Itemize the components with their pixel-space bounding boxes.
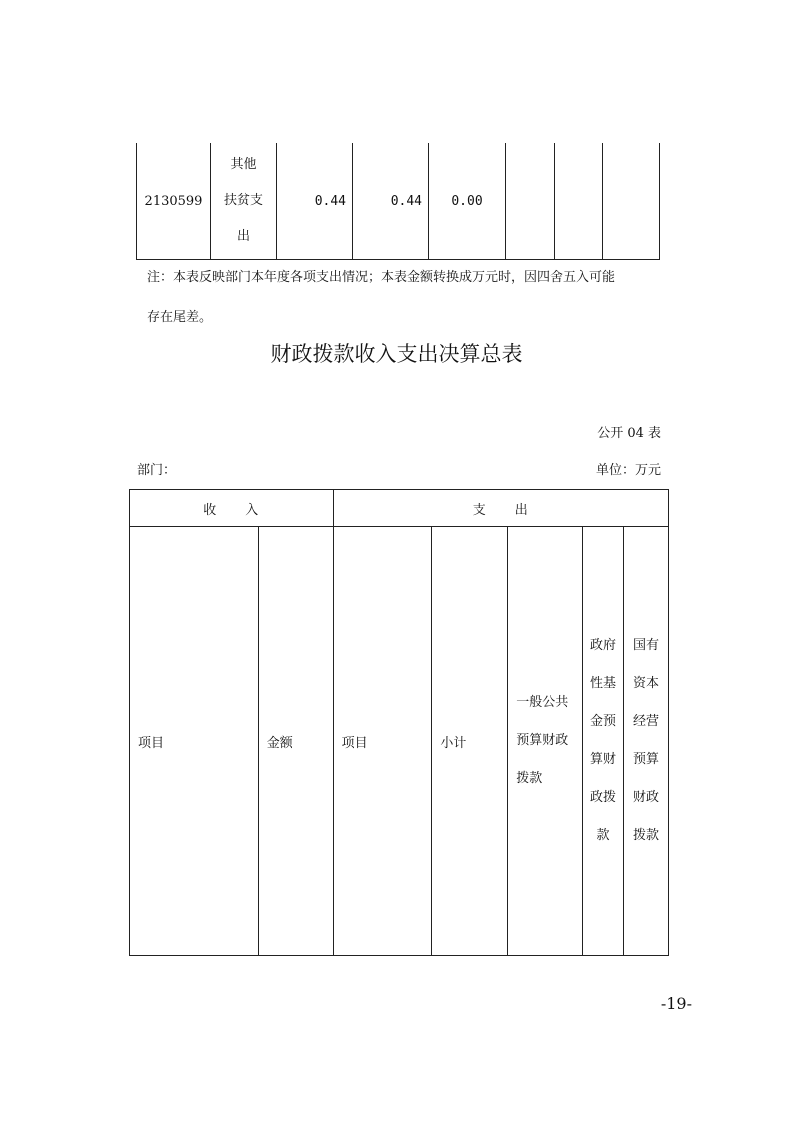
amount-cell: 0.44 xyxy=(353,143,429,260)
header-line: 性基 xyxy=(590,676,617,691)
header-line: 政府 xyxy=(590,638,617,653)
empty-cell xyxy=(555,143,603,260)
column-header-state-capital xyxy=(624,527,669,956)
page-number: -19- xyxy=(660,994,692,1013)
header-line: 经营 xyxy=(633,714,660,729)
subject-name-line: 出 xyxy=(236,229,250,244)
form-number: 公开 04 表 xyxy=(597,426,661,441)
header-line: 预算财政 xyxy=(516,733,569,748)
expense-header: 支 出 xyxy=(333,490,668,527)
header-line: 一般公共 xyxy=(516,695,569,710)
unit-label: 单位：万元 xyxy=(595,463,661,478)
column-header-gov-fund xyxy=(583,527,624,956)
subject-name-line: 其他 xyxy=(230,157,257,172)
table-note-line: 注：本表反映部门本年度各项支出情况；本表金额转换成万元时，因四舍五入可能 xyxy=(147,270,616,285)
table-row xyxy=(137,143,660,260)
department-label: 部门： xyxy=(137,463,177,478)
subject-name-cell xyxy=(211,143,277,260)
column-header-item: 项目 xyxy=(333,527,432,956)
summary-table xyxy=(129,489,669,956)
subject-name-line: 扶贫支 xyxy=(223,193,263,208)
header-line: 拨款 xyxy=(516,771,543,786)
column-header-amount: 金额 xyxy=(258,527,333,956)
amount-cell: 0.44 xyxy=(277,143,353,260)
column-header-item: 项目 xyxy=(130,527,259,956)
table-header-row xyxy=(130,490,669,527)
expense-detail-table xyxy=(136,143,660,260)
table-row xyxy=(130,527,669,956)
header-line: 国有 xyxy=(633,638,660,653)
table-note-line: 存在尾差。 xyxy=(147,310,213,325)
header-line: 财政 xyxy=(633,790,660,805)
header-line: 政拨 xyxy=(590,790,617,805)
header-line: 预算 xyxy=(633,752,660,767)
column-header-subtotal: 小计 xyxy=(432,527,508,956)
empty-cell xyxy=(603,143,660,260)
subject-code-cell: 2130599 xyxy=(137,143,211,260)
amount-cell: 0.00 xyxy=(429,143,506,260)
column-header-general-budget xyxy=(508,527,583,956)
header-line: 金预 xyxy=(590,714,617,729)
page-title: 财政拨款收入支出决算总表 xyxy=(270,342,523,366)
empty-cell xyxy=(506,143,555,260)
header-line: 算财 xyxy=(590,752,617,767)
header-line: 拨款 xyxy=(633,828,660,843)
header-line: 款 xyxy=(596,828,610,843)
income-header: 收 入 xyxy=(130,490,334,527)
header-line: 资本 xyxy=(633,676,660,691)
